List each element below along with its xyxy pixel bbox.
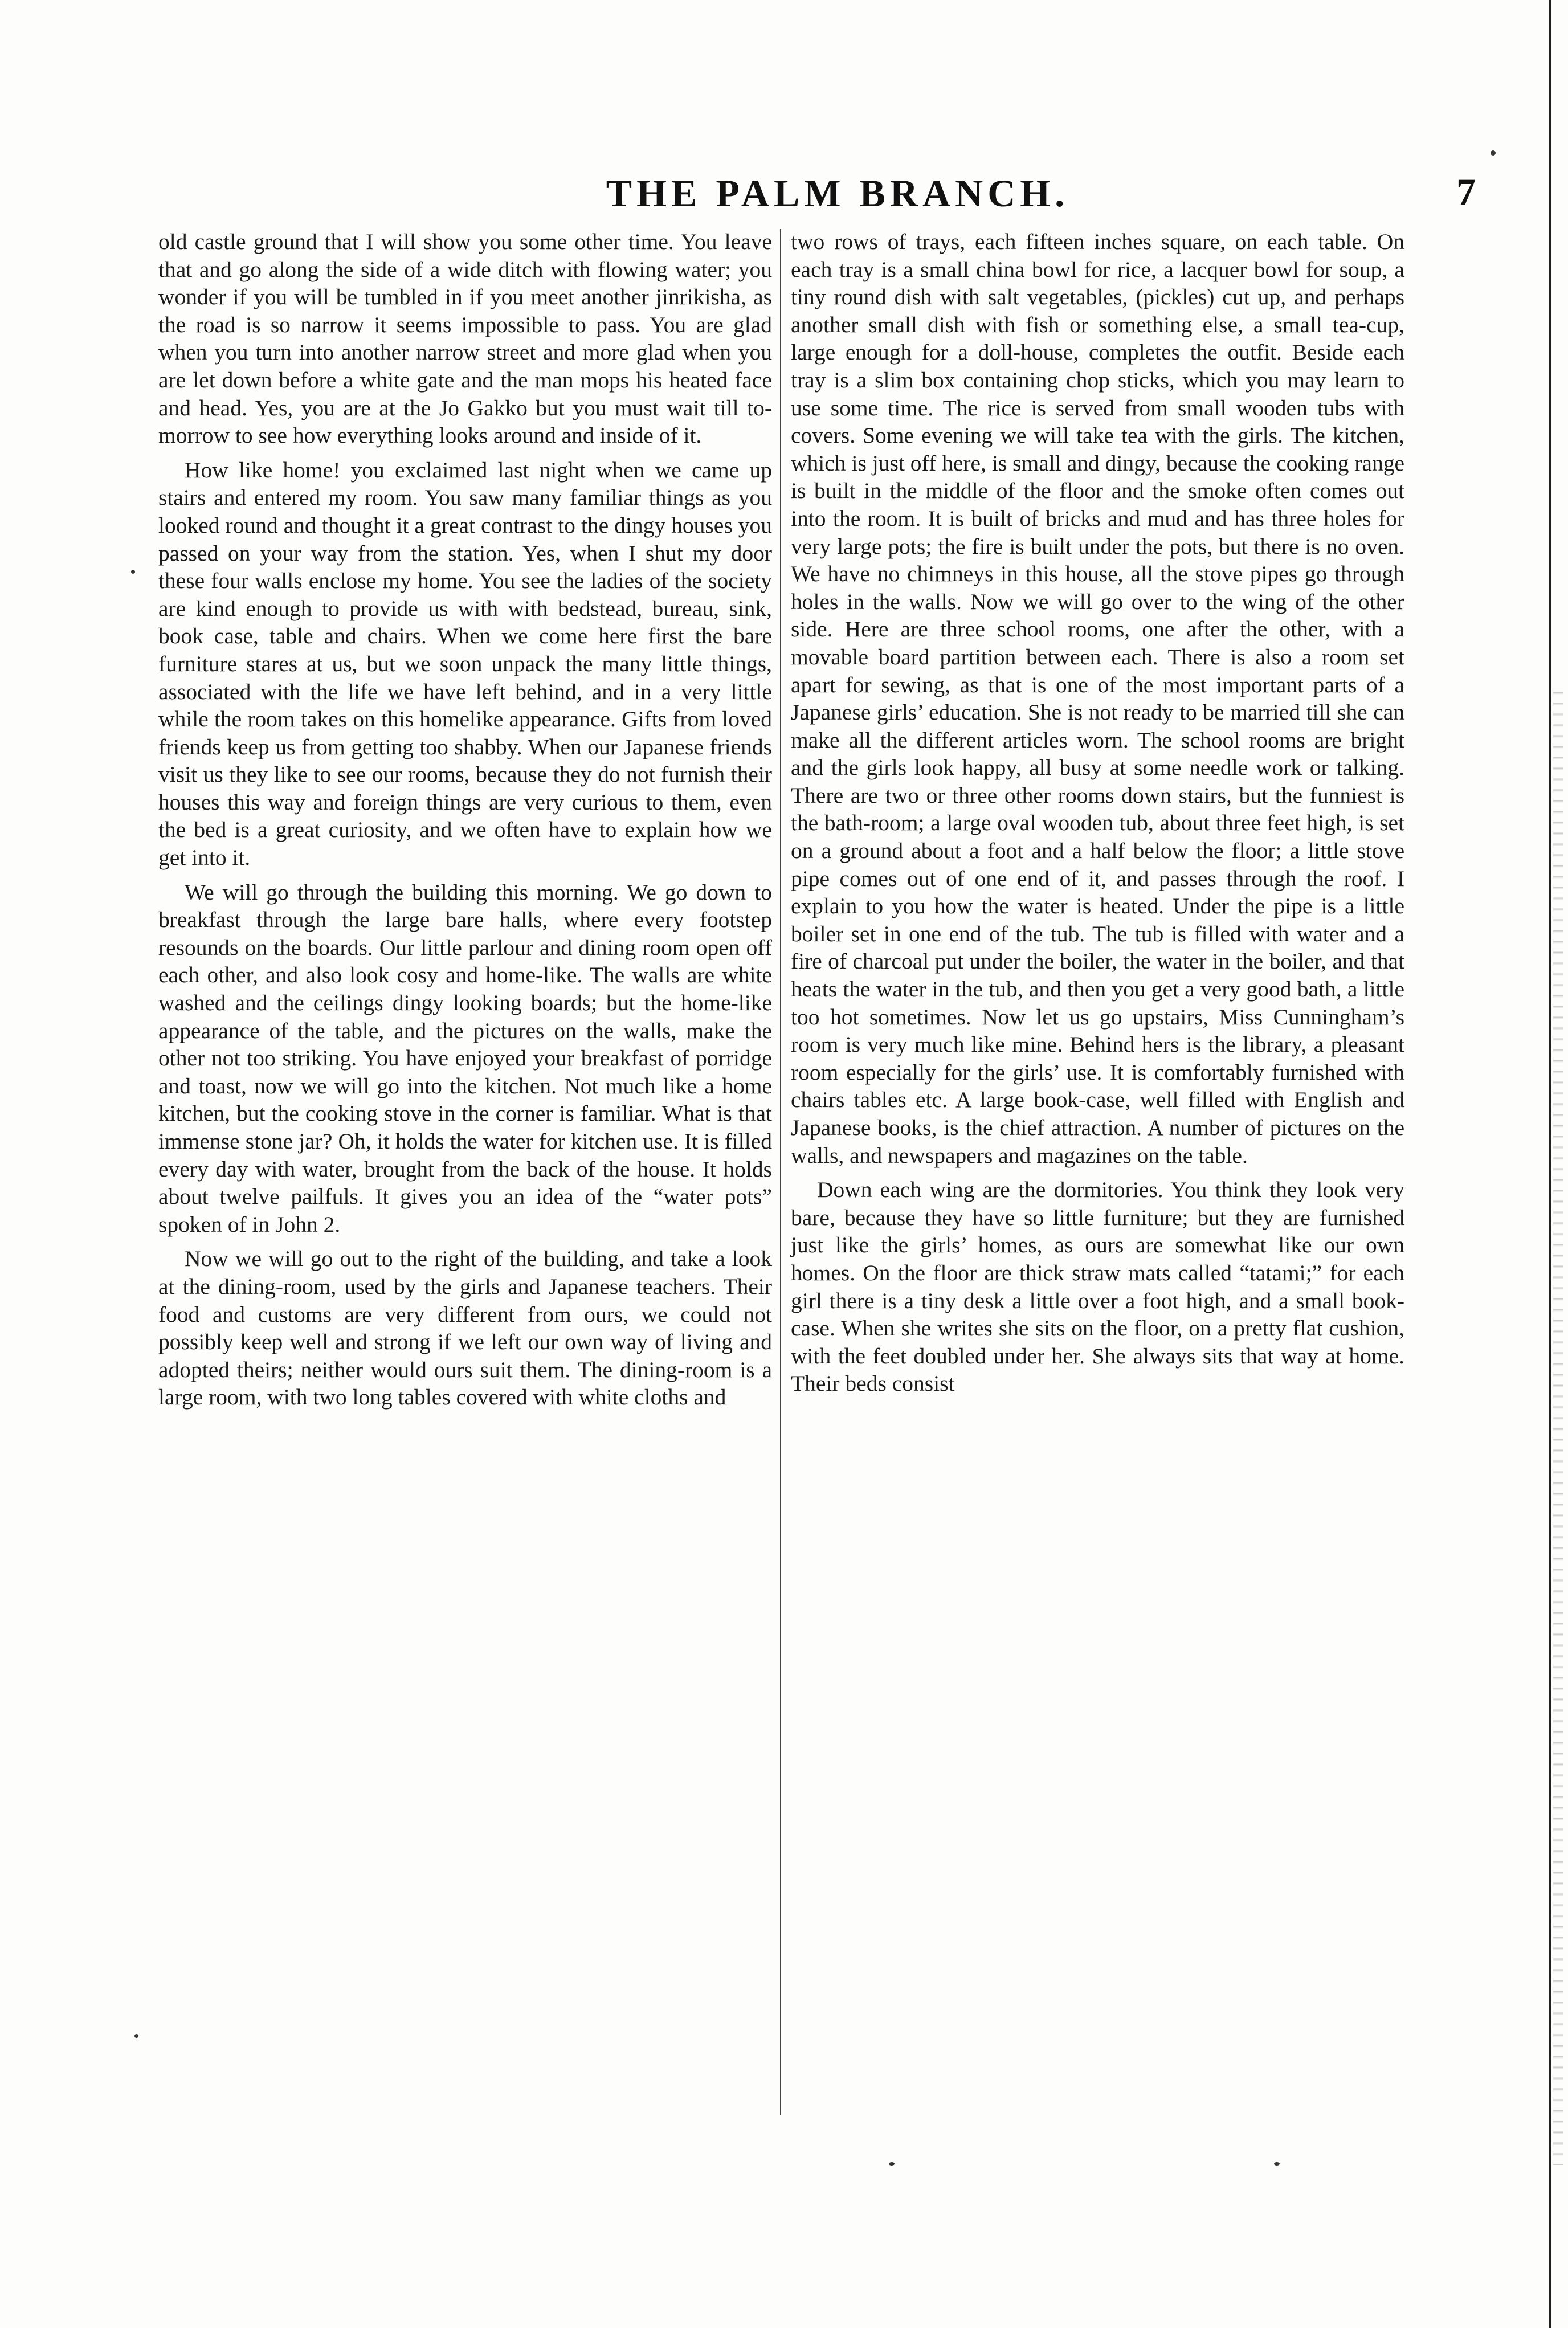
page-number: 7 <box>1456 170 1476 214</box>
stray-ink-dot <box>1491 150 1496 156</box>
stray-ink-dot <box>889 2162 895 2166</box>
stray-ink-dot <box>1274 2162 1280 2166</box>
left-column <box>158 228 772 1418</box>
running-head-title: THE PALM BRANCH. <box>606 171 1069 215</box>
binding-edge-rule <box>1549 0 1551 2328</box>
paragraph: two rows of trays, each fifteen inches square, on each table. On each tray is a small china bowl for rice, a lacquer bowl for soup, a tiny round dish with salt vegetables, (pickles) cut up, and perhaps another small dish with fish or something else, a small tea-cup, large enough for a doll-house, completes the outfit. Beside each tray is a slim box containing chop sticks, which you may learn to use some time. The rice is served from small wooden tubs with covers. Some evening we will take tea with the girls. The kitchen, which is just off here, is small and dingy, because the cooking range is built in the middle of the floor and the smoke often comes out into the room. It is built of bricks and mud and has three holes for very large pots; the fire is built under the pots, but there is no oven. We have no chimneys in this house, all the stove pipes go through holes in the walls. Now we will go over to the wing of the other side. Here are three school rooms, one after the other, with a movable board partition between each. There is also a room set apart for sewing, as that is one of the most important parts of a Japanese girls’ education. She is not ready to be married till she can make all the different articles worn. The school rooms are bright and the girls look happy, all busy at some needle work or talking. There are two or three other rooms down stairs, but the funniest is the bath-room; a large oval wooden tub, about three feet high, is set on a ground about a foot and a half below the floor; a little stove pipe comes out of one end of it, and passes through the roof. I explain to you how the water is heated. Under the pipe is a little boiler set in one end of the tub. The tub is filled with water and a fire of charcoal put under the boiler, the water in the boiler, and that heats the water in the tub, and then you get a very good bath, a little too hot sometimes. Now let us go upstairs, Miss Cunningham’s room is very much like mine. Behind hers is the library, a pleasant room especially for the girls’ use. It is comfortably furnished with chairs tables etc. A large book-case, well filled with English and Japanese books, is the chief attraction. A number of pictures on the walls, and newspapers and magazines on the table. <box>791 229 1404 1168</box>
stray-ink-dot <box>131 570 135 574</box>
paragraph: How like home! you exclaimed last night when we came up stairs and entered my room. You saw many familiar things as you looked round and thought it a great contrast to the dingy houses you passed on your way from the station. Yes, when I shut my door these four walls enclose my home. You see the ladies of the society are kind enough to provide us with with bedstead, bureau, sink, book case, table and chairs. When we come here first the bare furniture stares at us, but we soon unpack the many little things, associated with the life we have left behind, and in a very little while the room takes on this homelike appearance. Gifts from loved friends keep us from getting too shabby. When our Japanese friends visit us they like to see our rooms, because they do not furnish their houses this way and foreign things are very curious to them, even the bed is a great curiosity, and we often have to explain how we get into it. <box>158 457 772 871</box>
paragraph: We will go through the building this morning. We go down to breakfast through the large bare halls, where every footstep resounds on the boards. Our little parlour and dining room open off each other, and also look cosy and home-like. The walls are white washed and the ceilings dingy looking boards; but the home-like appearance of the table, and the pictures on the walls, make the other not too striking. You have enjoyed your breakfast of porridge and toast, now we will go into the kitchen. Not much like a home kitchen, but the cooking stove in the corner is familiar. What is that immense stone jar? Oh, it holds the water for kitchen use. It is filled every day with water, brought from the back of the house. It holds about twelve pailfuls. It gives you an idea of the “water pots” spoken of in John 2. <box>158 879 772 1237</box>
column-divider <box>780 229 781 2115</box>
paragraph: Down each wing are the dormitories. You think they look very bare, because they have so little furniture; but they are furnished just like the girls’ homes, as ours are somewhat like our own homes. On the floor are thick straw mats called “tatami;” for each girl there is a tiny desk a little over a foot high, and a small book-case. When she writes she sits on the floor, on a pretty flat cushion, with the feet doubled under her. She always sits that way at home. Their beds consist <box>791 1177 1404 1396</box>
paragraph: old castle ground that I will show you some other time. You leave that and go along the side of a wide ditch with flowing water; you wonder if you will be tumbled in if you meet another jinrikisha, as the road is so narrow it seems impossible to pass. You are glad when you turn into another narrow street and more glad when you are let down before a white gate and the man mops his heated face and head. Yes, you are at the Jo Gakko but you must wait till to-morrow to see how everything looks around and inside of it. <box>158 229 772 448</box>
binding-edge-speckle <box>1553 684 1563 2165</box>
right-column <box>791 228 1404 1404</box>
paragraph: Now we will go out to the right of the building, and take a look at the dining-room, used by the girls and Japanese teachers. Their food and customs are very different from ours, we could not possibly keep well and strong if we left our own way of living and adopted theirs; neither would ours suit them. The dining-room is a large room, with two long tables covered with white cloths and <box>158 1246 772 1410</box>
stray-ink-dot <box>134 2034 138 2038</box>
